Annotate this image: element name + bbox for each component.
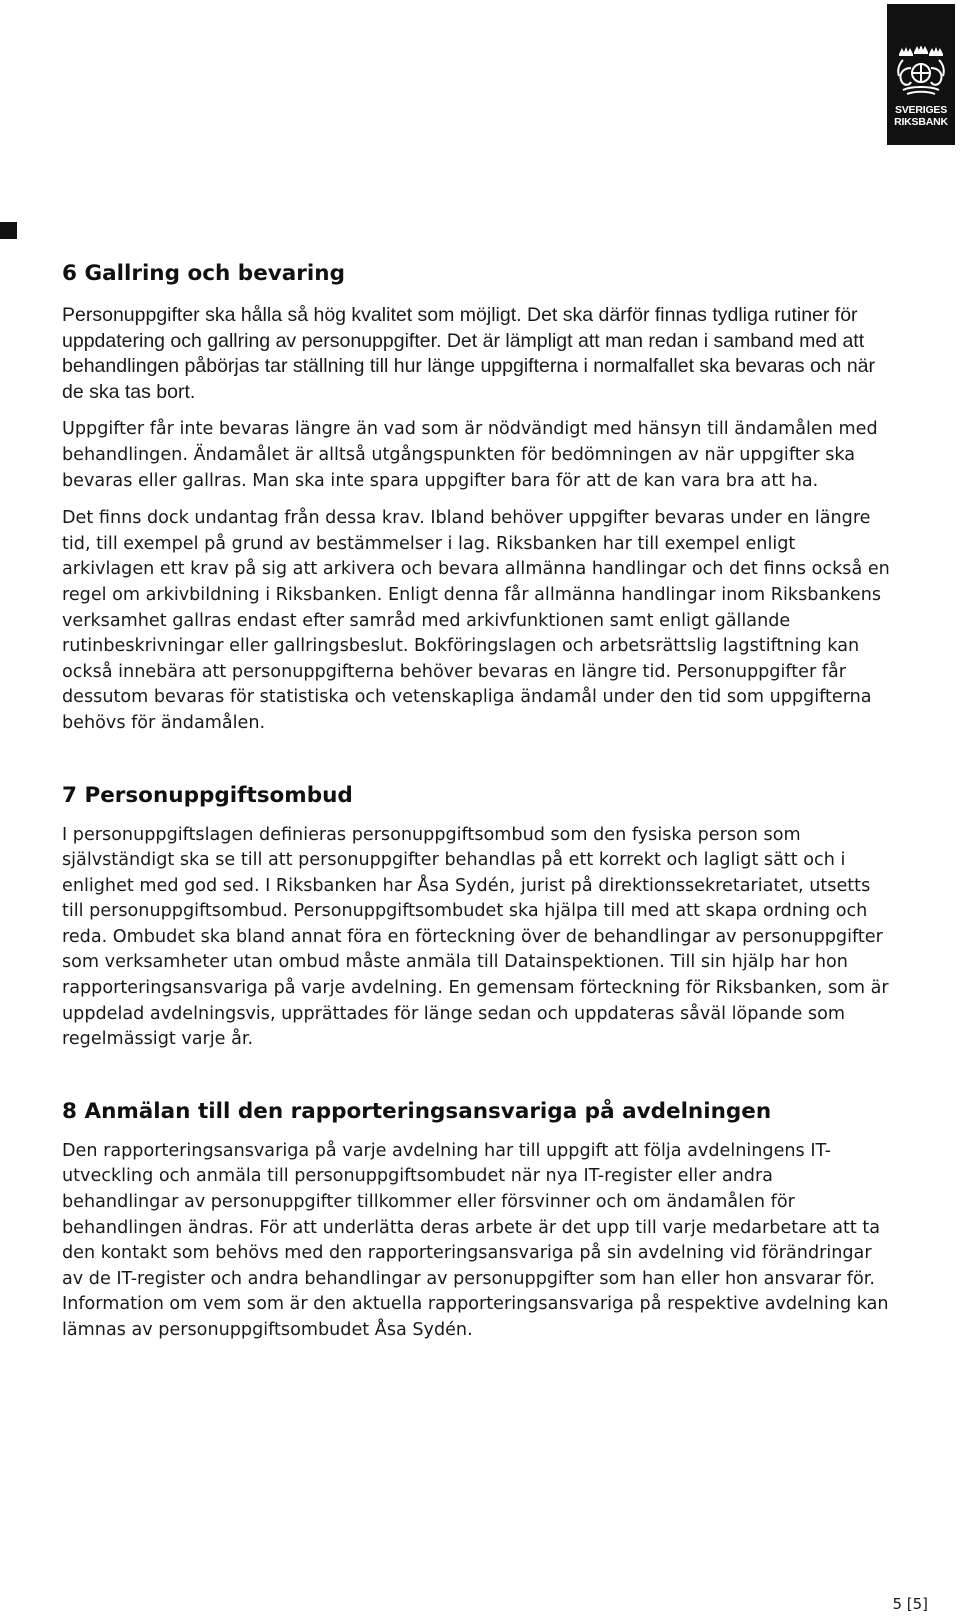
paragraph: Den rapporteringsansvariga på varje avdelning har till uppgift att följa avdelningens IT-utveckling och anmäla till personuppgiftsombudet när nya IT-register eller andra behandlingar av personuppgifter tillkommer eller försvinner och om ändamålen för behandlingen ändras. För att underlätta deras arbete är det upp till varje medarbetare att ta den kontakt som behövs med den rapporteringsansvariga på sin avdelning vid förändringar av de IT-register och andra behandlingar av personuppgifter som han eller hon ansvarar för. Information om vem som är den aktuella rapporteringsansvariga på respektive avdelning kan lämnas av personuppgiftsombudet Åsa Sydén. <box>62 1140 889 1340</box>
document-body <box>62 257 892 1344</box>
section-heading: 6 Gallring och bevaring <box>62 261 345 286</box>
section-heading: 7 Personuppgiftsombud <box>62 782 353 808</box>
paragraph: Det finns dock undantag från dessa krav. Ibland behöver uppgifter bevaras under en längre tid, till exempel på grund av bestämmelser i lag. Riksbanken har till exempel enligt arkivlagen ett krav på sig att arkivera och bevara allmänna handlingar och det finns också en regel om arkivbildning i Riksbanken. Enligt denna får allmänna handlingar inom Riksbankens verksamhet gallras endast efter samråd med arkivfunktionen samt enligt gällande rutinbeskrivningar eller gallringsbeslut. Bokföringslagen och arbetsrättslig lagstiftning kan också innebära att personuppgifterna behöver bevaras en längre tid. Personuppgifter får dessutom bevaras för statistiska och vetenskapliga ändamål under den tid som uppgifterna behövs för ändamålen. <box>62 508 890 733</box>
paragraph: Uppgifter får inte bevaras längre än vad som är nödvändigt med hänsyn till ändamålen med behandlingen. Ändamålet är alltså utgångspunkten för bedömningen av när uppgifter ska bevaras eller gallras. Man ska inte spara uppgifter bara för att de kan vara bra att ha. <box>62 419 878 491</box>
paragraph: Personuppgifter ska hålla så hög kvalitet som möjligt. Det ska därför finnas tydliga rutiner för uppdatering och gallring av personuppgifter. Det är lämpligt att man redan i samband med att behandlingen påbörjas tar ställning till hur länge uppgifterna i normalfallet ska bevaras och när de ska tas bort. <box>62 304 876 403</box>
logo-text-line-2: RIKSBANK <box>894 116 948 128</box>
logo-text-line-1: SVERIGES <box>894 104 948 116</box>
section-marker <box>0 222 17 239</box>
riksbank-emblem-icon <box>893 46 949 98</box>
paragraph: I personuppgiftslagen definieras personuppgiftsombud som den fysiska person som självständigt ska se till att personuppgifter behandlas på ett korrekt och lagligt sätt och i enlighet med god sed. I Riksbanken har Åsa Sydén, jurist på direktionssekretariatet, utsetts till personuppgiftsombud. Personuppgiftsombudet ska hjälpa till med att skapa ordning och reda. Ombudet ska bland annat föra en förteckning över de behandlingar av personuppgifter som verksamheter utan ombud måste anmäla till Datainspektionen. Till sin hjälp har hon rapporteringsansvariga på varje avdelning. En gemensam förteckning för Riksbanken, som är uppdelad avdelningsvis, upprättades för länge sedan och uppdateras såväl löpande som regelmässigt varje år. <box>62 824 889 1050</box>
page-number: 5 [5] <box>892 1595 928 1613</box>
riksbank-logo <box>887 4 955 145</box>
section-heading: 8 Anmälan till den rapporteringsansvariga på avdelningen <box>62 1098 772 1124</box>
